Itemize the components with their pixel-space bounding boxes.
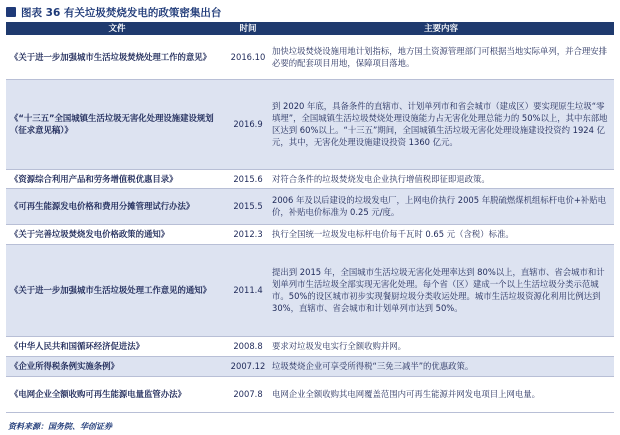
table-row [6,35,614,79]
row-content: 提出到 2015 年，全国城市生活垃圾无害化处理率达到 80%以上，直辖市、省会城市和计划单列市生活垃圾全部实现无害化处理。每个省（区）建成一个以上生活垃圾分类示范城市。50%的设区城市初步实现餐厨垃圾分类收运处理。城市生活垃圾资源化利用比例达到 30%，直辖市、省会城市和计划单列市达到 50%。 [268,244,614,336]
row-date: 2015.6 [228,169,268,188]
row-document: 《关于进一步加强城市生活垃圾处理工作意见的通知》 [6,244,228,336]
row-document: 《关于进一步加强城市生活垃圾焚烧处理工作的意见》 [6,35,228,79]
table-row [6,376,614,412]
row-content: 要求对垃圾发电实行全额收购并网。 [268,336,614,356]
row-date: 2012.3 [228,224,268,244]
policy-table [6,22,614,413]
row-content: 垃圾焚烧企业可享受所得税“三免三减半”的优惠政策。 [268,356,614,376]
figure-title: 图表 36 有关垃圾焚烧发电的政策密集出台 [21,6,222,19]
row-document: 《资源综合利用产品和劳务增值税优惠目录》 [6,169,228,188]
row-date: 2016.10 [228,35,268,79]
table-row [6,169,614,188]
table-row [6,244,614,336]
table-row [6,224,614,244]
table-row [6,79,614,169]
source-note: 资料来源：国务院、华创证券 [8,422,112,431]
table-header-row [6,22,614,35]
row-date: 2007.8 [228,376,268,412]
header-document: 文件 [6,22,228,35]
row-document: 《中华人民共和国循环经济促进法》 [6,336,228,356]
table-row [6,336,614,356]
row-date: 2008.8 [228,336,268,356]
row-content: 执行全国统一垃圾发电标杆电价每千瓦时 0.65 元（含税）标准。 [268,224,614,244]
header-date: 时间 [228,22,268,35]
row-date: 2016.9 [228,79,268,169]
row-content: 2006 年及以后建设的垃圾发电厂，上网电价执行 2005 年脱硫燃煤机组标杆电价+补贴电价，补贴电价标准为 0.25 元/度。 [268,188,614,224]
row-document: 《企业所得税条例实施条例》 [6,356,228,376]
row-date: 2015.5 [228,188,268,224]
row-content: 对符合条件的垃圾焚烧发电企业执行增值税即征即退政策。 [268,169,614,188]
row-document: 《电网企业全额收购可再生能源电量监管办法》 [6,376,228,412]
row-content: 加快垃圾焚烧设施用地计划指标，地方国土资源管理部门可根据当地实际单列，并合理安排必要的配套项目用地，保障项目落地。 [268,35,614,79]
row-content: 电网企业全额收购其电网覆盖范围内可再生能源并网发电项目上网电量。 [268,376,614,412]
row-document: 《可再生能源发电价格和费用分摊管理试行办法》 [6,188,228,224]
table-row [6,356,614,376]
figure-title-bar [6,4,614,20]
title-square-icon [6,7,16,17]
row-document: 《“十三五”全国城镇生活垃圾无害化处理设施建设规划（征求意见稿）》 [6,79,228,169]
row-document: 《关于完善垃圾焚烧发电价格政策的通知》 [6,224,228,244]
row-date: 2007.12 [228,356,268,376]
row-content: 到 2020 年底，具备条件的直辖市、计划单列市和省会城市（建成区）要实现原生垃圾“零填埋”，全国城镇生活垃圾焚烧处理设施能力占无害化处理总能力的 50%以上，其中东部地区达到 60%以上。“十三五”期间，全国城镇生活垃圾无害化处理设施建设投资约 1924 亿元，其中，无害化处理设施建设投资 1360 亿元。 [268,79,614,169]
header-content: 主要内容 [268,22,614,35]
row-date: 2011.4 [228,244,268,336]
table-row [6,188,614,224]
